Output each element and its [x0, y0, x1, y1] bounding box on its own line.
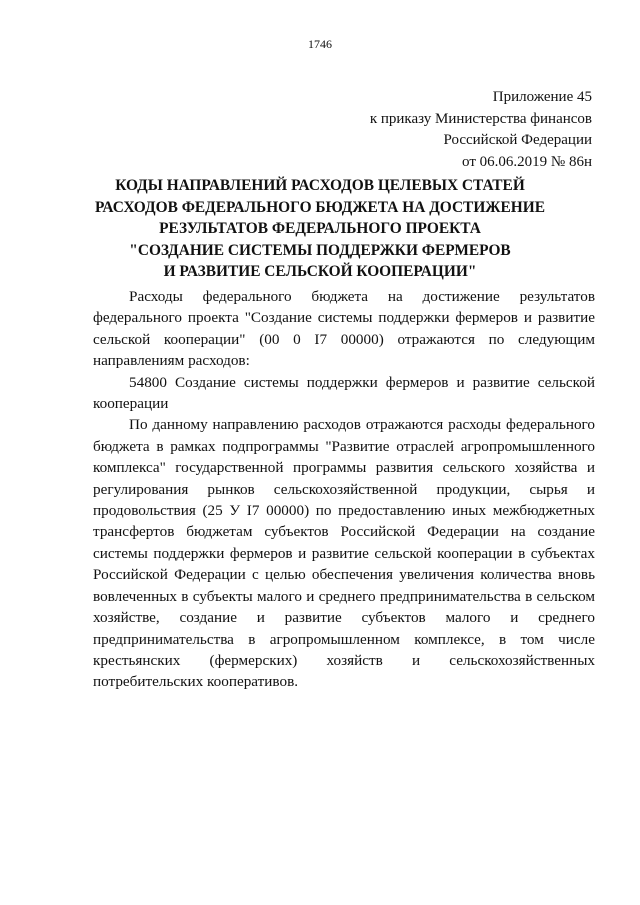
annex-order-ref: к приказу Министерства финансов	[369, 110, 592, 127]
annex-header	[370, 87, 592, 173]
page-number: 1746	[308, 37, 332, 51]
title-line-4: "СОЗДАНИЕ СИСТЕМЫ ПОДДЕРЖКИ ФЕРМЕРОВ	[129, 241, 511, 259]
annex-order-date: от 06.06.2019 № 86н	[462, 153, 592, 170]
paragraph-code: 54800 Создание системы поддержки фермеров и развитие сельской кооперации	[93, 373, 595, 413]
title-line-2: РАСХОДОВ ФЕДЕРАЛЬНОГО БЮДЖЕТА НА ДОСТИЖЕНИЕ	[94, 198, 545, 216]
annex-number: Приложение 45	[492, 89, 592, 105]
title-line-5: И РАЗВИТИЕ СЕЛЬСКОЙ КООПЕРАЦИИ"	[163, 263, 477, 280]
annex-country: Российской Федерации	[443, 132, 592, 148]
title-line-1: КОДЫ НАПРАВЛЕНИЙ РАСХОДОВ ЦЕЛЕВЫХ СТАТЕЙ	[115, 177, 525, 194]
paragraph-intro: Расходы федерального бюджета на достижение результатов федерального проекта "Создание системы поддержки фермеров и развитие сельской кооперации" (00 0 I7 00000) отражаются по следующим направлениям расходов:	[93, 288, 595, 370]
title-line-3: РЕЗУЛЬТАТОВ ФЕДЕРАЛЬНОГО ПРОЕКТА	[159, 220, 481, 237]
document-title	[40, 175, 600, 283]
paragraph-description: По данному направлению расходов отражаются расходы федерального бюджета в рамках подпрограммы "Развитие отраслей агропромышленного комплекса" государственной программы развития сельского хозяйства и регулирования рынков сельскохозяйственной продукции, сырья и продовольствия (25 У I7 00000) по предоставлению иных межбюджетных трансфертов бюджетам субъектов Российской Федерации на создание системы поддержки фермеров и развитие сельской кооперации в субъектах Российской Федерации с целью обеспечения увеличения количества вновь вовлеченных в субъекты малого и среднего предпринимательства в сельском хозяйстве, создание и развитие субъектов малого и среднего предпринимательства в агропромышленном комплексе, в том числе крестьянских (фермерских) хозяйств и сельскохозяйственных потребительских кооперативов.	[93, 416, 595, 691]
document-body	[93, 286, 595, 693]
